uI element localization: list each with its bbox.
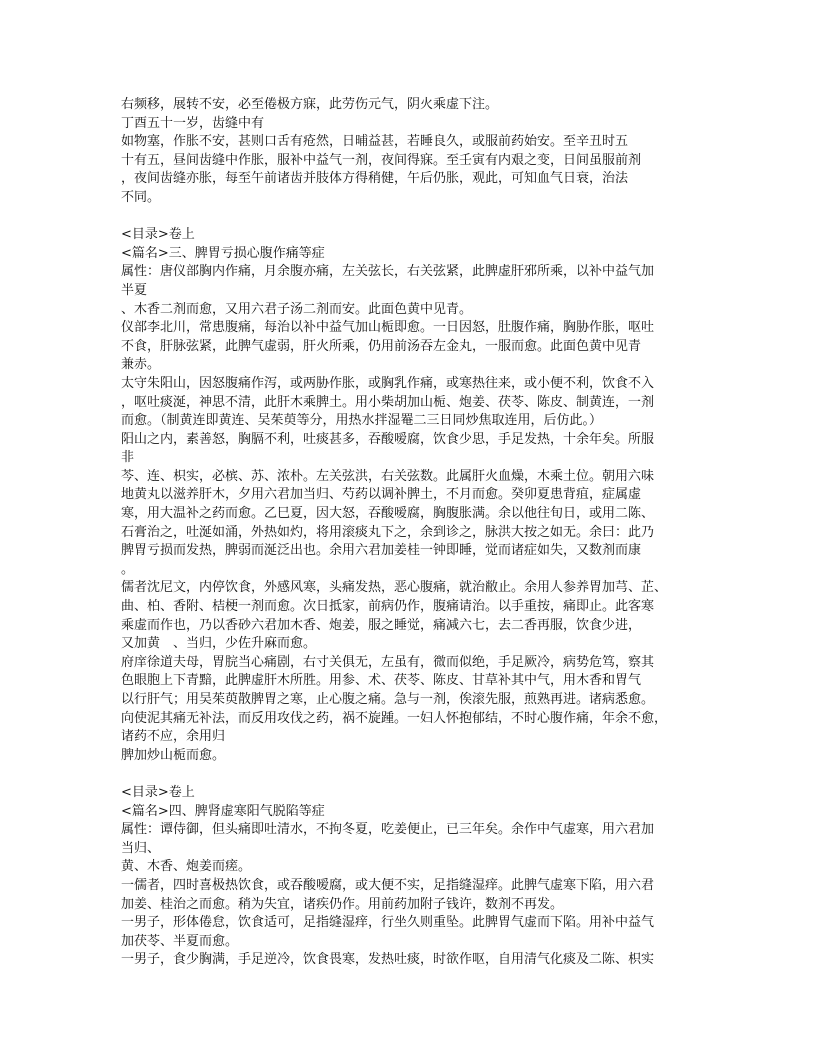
text-line: 而愈。（制黄连即黄连、吴茱萸等分，用热水拌湿罨二三日同炒焦取连用，后仿此。） <box>121 413 603 429</box>
text-line: 阳山之内，素善怒，胸膈不利，吐痰甚多，吞酸嗳腐，饮食少思，手足发热，十余年矣。所服 <box>121 431 655 447</box>
text-line: 一男子，形体倦怠，饮食适可，足指缝湿痒，行坐久则重坠。此脾胃气虚而下陷。用补中益气 <box>121 915 655 931</box>
paragraph-gap <box>121 765 701 784</box>
text-line: <目录>卷上 <box>121 227 195 243</box>
text-line: 非 <box>121 450 135 466</box>
text-line: 诸药不应，余用归 <box>121 729 226 745</box>
text-line: 不食，肝脉弦紧，此脾气虚弱，肝火所乘，仍用前汤吞左金丸，一服而愈。此面色黄中见青 <box>121 338 642 354</box>
paragraph-gap <box>121 208 701 227</box>
text-line: 儒者沈尼文，内停饮食，外感风寒，头痛发热，恶心腹痛，就治敝止。余用人参养胃加芎、芷、 <box>121 580 668 596</box>
text-line: 石膏治之，吐涎如涌，外热如灼，将用滚痰丸下之，余到诊之，脉洪大按之如无。余曰：此乃 <box>121 524 655 540</box>
text-line: 又加黄 、当归，少佐升麻而愈。 <box>121 636 317 652</box>
text-line: 如物塞，作胀不安，甚则口舌有疮然，日晡益甚，若睡良久，或服前药始安。至辛丑时五 <box>121 134 629 150</box>
text-line: ，呕吐痰涎，神思不清，此肝木乘脾土。用小柴胡加山栀、炮姜、茯苓、陈皮、制黄连，一剂 <box>121 394 655 410</box>
text-line: 仪部李北川，常患腹痛，每治以补中益气加山栀即愈。一日因怒，肚腹作痛，胸胁作胀，呕吐 <box>121 320 655 336</box>
text-line: 当归、 <box>121 840 161 856</box>
text-line: 加姜、桂治之而愈。稍为失宜，诸疾仍作。用前药加附子钱许，数剂不再发。 <box>121 896 564 912</box>
text-line: 脾胃亏损而发热，脾弱而涎泛出也。余用六君加姜桂一钟即睡，觉而诸症如失，又数剂而康 <box>121 543 642 559</box>
text-line: 、木香二剂而愈，又用六君子汤二剂而安。此面色黄中见青。 <box>121 301 473 317</box>
text-line: 芩、连、枳实，必槟、苏、浓朴。左关弦洪，右关弦数。此属肝火血燥，木乘土位。朝用六味 <box>121 468 655 484</box>
text-line: 一男子，食少胸满，手足逆冷，饮食畏寒，发热吐痰，时欲作呕，自用清气化痰及二陈、枳实 <box>121 952 655 968</box>
text-line: <篇名>四、脾肾虚寒阳气脱陷等症 <box>121 803 325 819</box>
text-line: 属性：谭侍御，但头痛即吐清水，不拘冬夏，吃姜便止，已三年矣。余作中气虚寒，用六君加 <box>121 822 655 838</box>
text-line: 府庠徐道夫母，胃脘当心痛剧，右寸关俱无，左虽有，微而似绝，手足厥冷，病势危笃，察其 <box>121 654 655 670</box>
text-line: 寒，用大温补之药而愈。乙巳夏，因大怒，吞酸嗳腐，胸腹胀满。余以他往旬日，或用二陈、 <box>121 506 655 522</box>
text-line: 丁酉五十一岁，齿缝中有 <box>121 115 265 131</box>
text-line: 色眼胞上下青黯，此脾虚肝木所胜。用参、术、茯苓、陈皮、甘草补其中气，用木香和胃气 <box>121 673 642 689</box>
text-line: 向使泥其痛无补法，而反用攻伐之药，祸不旋踵。一妇人怀抱郁结，不时心腹作痛，年余不愈， <box>121 710 668 726</box>
text-line: 曲、柏、香附、桔梗一剂而愈。次日抵家，前病仍作，腹痛请治。以手重按，痛即止。此客寒 <box>121 599 655 615</box>
text-line: 脾加炒山栀而愈。 <box>121 747 226 763</box>
text-line: 黄、木香、炮姜而瘥。 <box>121 859 252 875</box>
text-line: 地黄丸以滋养肝木，夕用六君加当归、芍药以调补脾土，不月而愈。癸卯夏患背疽，症属虚 <box>121 487 642 503</box>
text-line: ，夜间齿缝亦胀，每至午前诸齿并肢体方得稍健，午后仍胀，观此，可知血气日衰，治法 <box>121 171 629 187</box>
text-line: <篇名>三、脾胃亏损心腹作痛等症 <box>121 245 325 261</box>
text-line: <目录>卷上 <box>121 784 195 800</box>
text-line: 不同。 <box>121 189 161 205</box>
text-line: 以行肝气；用吴茱萸散脾胃之寒，止心腹之痛。急与一剂，俟滚先服，煎熟再进。诸病悉愈。 <box>121 692 655 707</box>
text-line: 乘虚而作也，乃以香砂六君加木香、炮姜，服之睡觉，痛减六七，去二香再服，饮食少进， <box>121 617 642 633</box>
text-line: 半夏 <box>121 282 148 298</box>
text-line: 兼赤。 <box>121 357 161 373</box>
text-line: 右频移，展转不安，必至倦极方寐，此劳伤元气，阴火乘虚下注。 <box>121 97 499 112</box>
text-line: 属性：唐仪部胸内作痛，月余腹亦痛，左关弦长，右关弦紧，此脾虚肝邪所乘，以补中益气加 <box>121 264 655 280</box>
text-line: 。 <box>121 561 135 577</box>
text-line: 加茯苓、半夏而愈。 <box>121 933 239 949</box>
text-line: 太守朱阳山，因怒腹痛作泻，或两胁作胀，或胸乳作痛，或寒热往来，或小便不利，饮食不入 <box>121 375 655 391</box>
text-line: 十有五，昼间齿缝中作胀，服补中益气一剂，夜间得寐。至壬寅有内艰之变，日间虽服前剂 <box>121 152 642 168</box>
text-line: 一儒者，四时喜极热饮食，或吞酸嗳腐，或大便不实，足指缝湿痒。此脾气虚寒下陷，用六君 <box>121 877 655 893</box>
document-page <box>121 96 701 970</box>
